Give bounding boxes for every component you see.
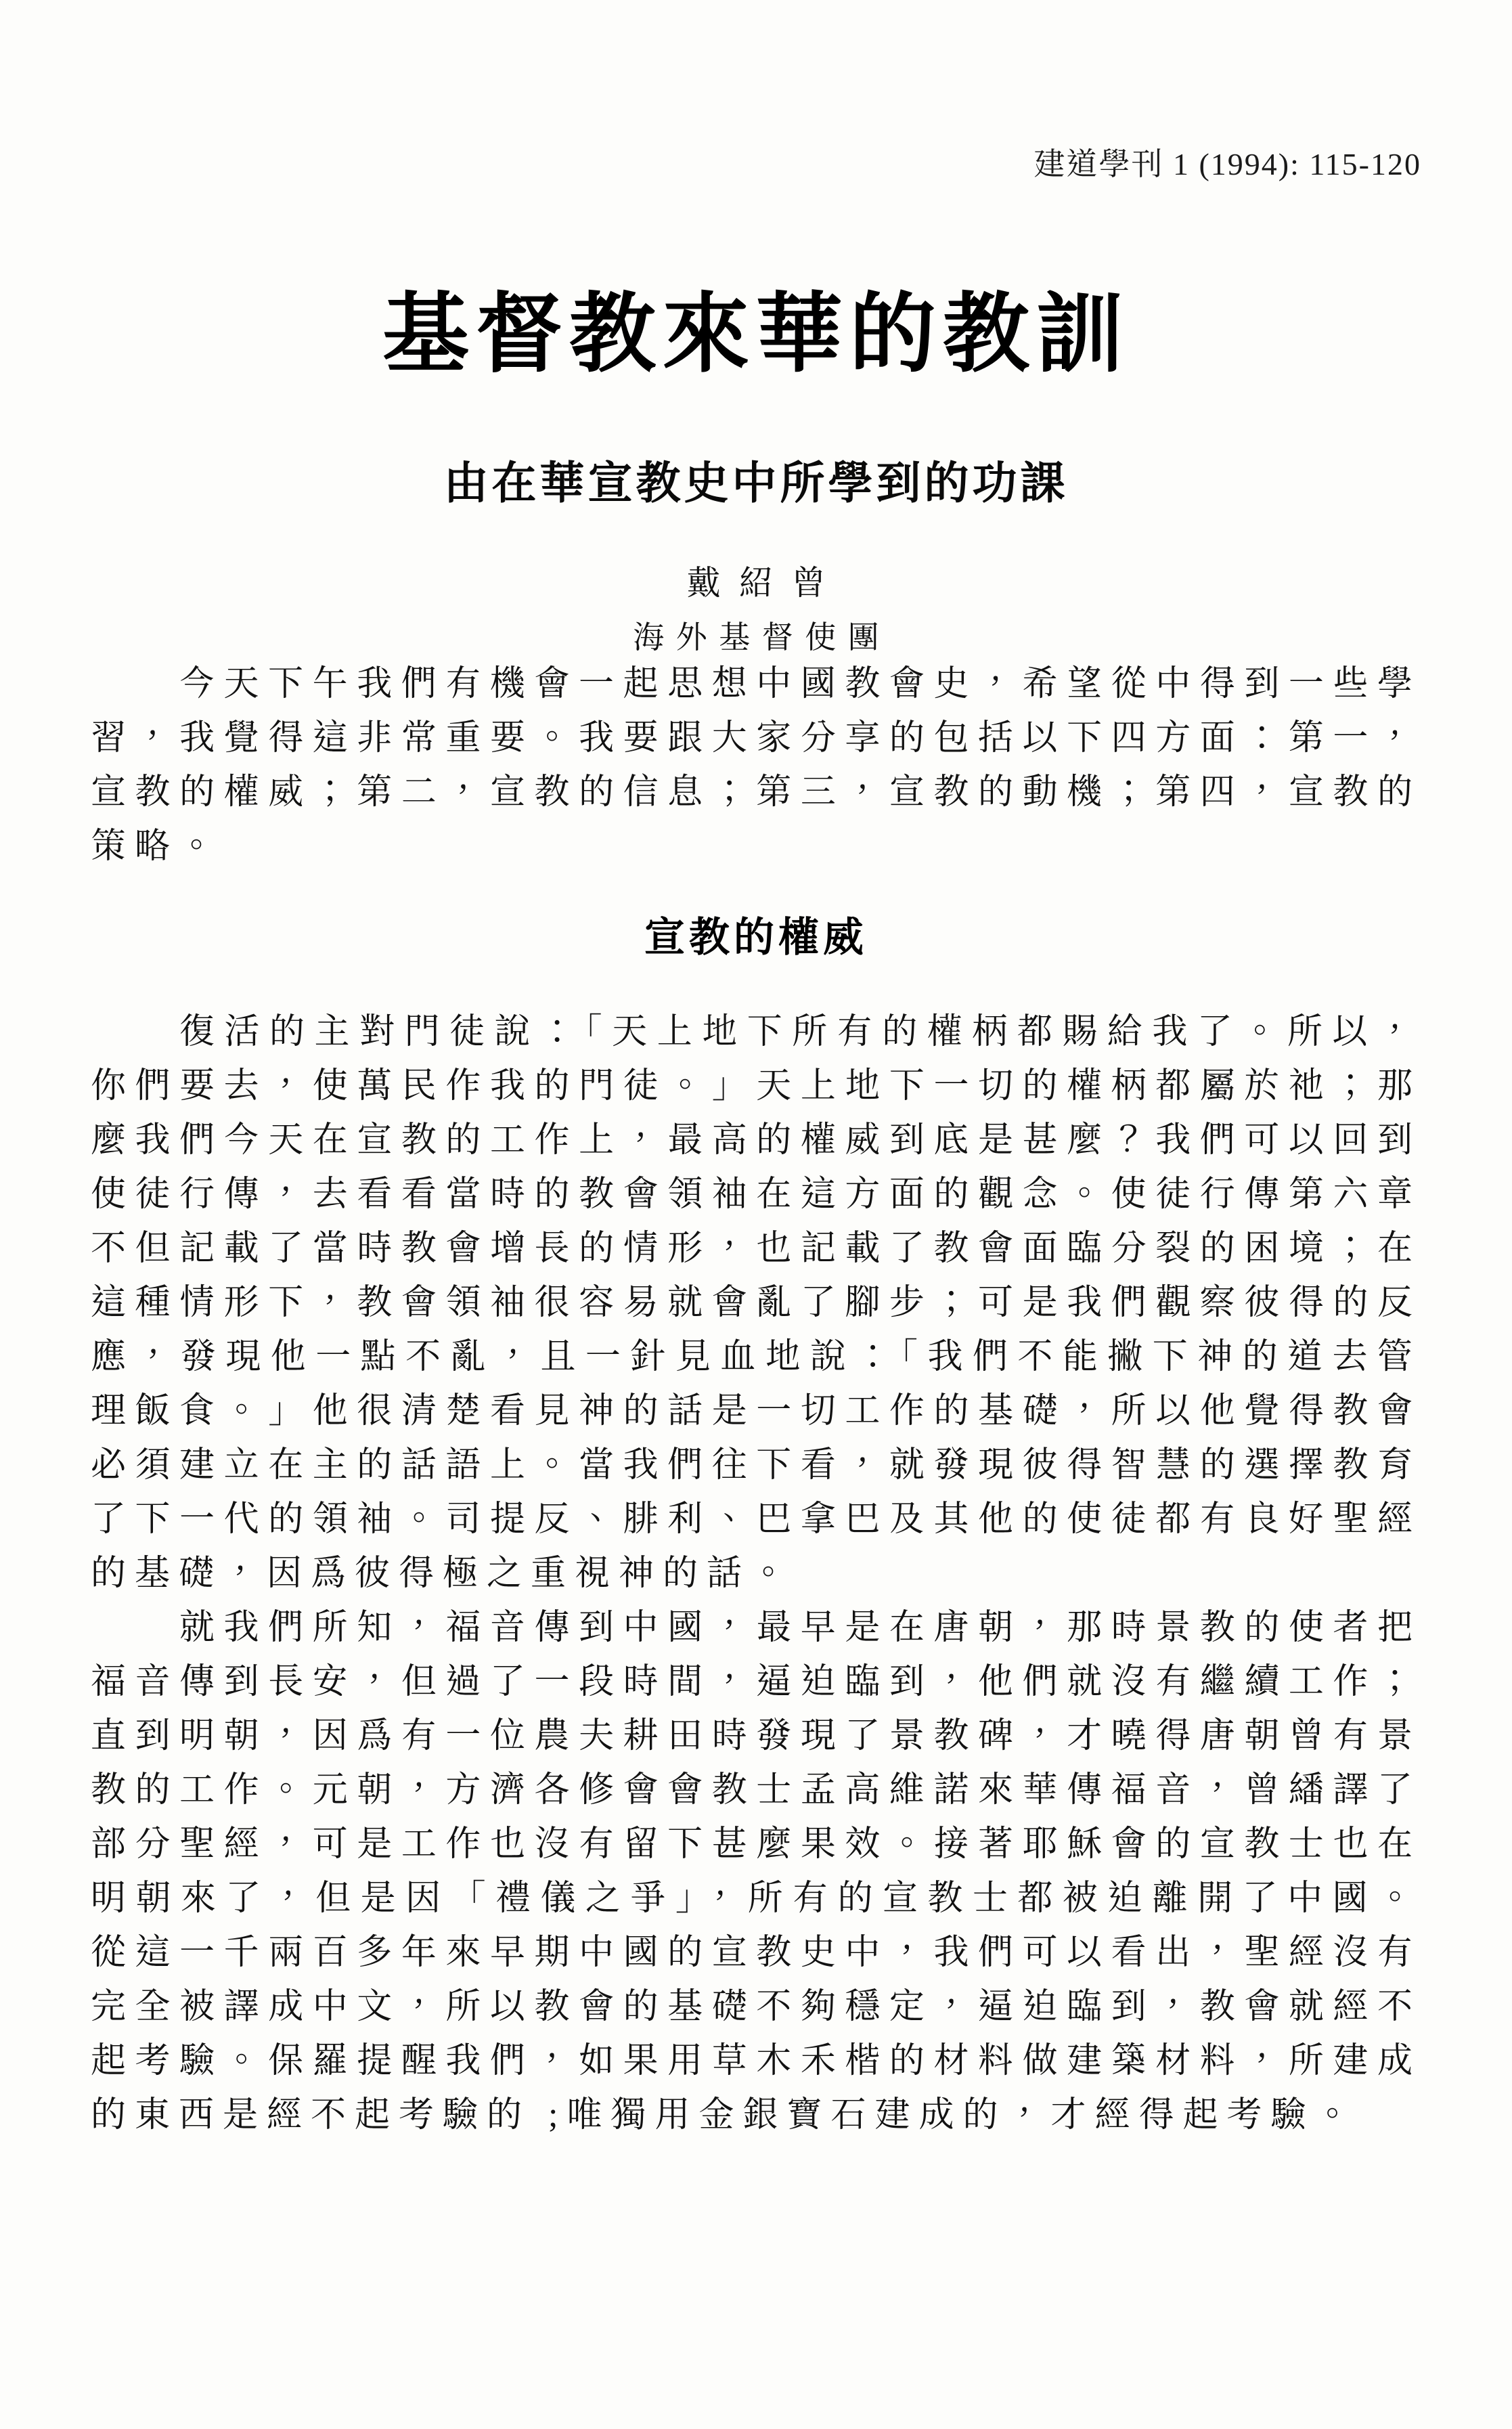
- journal-citation: 建道學刊 1 (1994): 115-120: [1033, 147, 1421, 181]
- intro-paragraph: 今天下午我們有機會一起思想中國教會史，希望從中得到一些學習，我覺得這非常重要。我要跟大家分享的包括以下四方面：第一，宣教的權威；第二，宣教的信息；第三，宣教的動機；第四，宣教的策略。: [91, 664, 1421, 866]
- article-subtitle: 由在華宣教史中所學到的功課: [443, 457, 1069, 508]
- page-content: [91, 0, 1421, 2143]
- body-paragraph: 就我們所知，福音傳到中國，最早是在唐朝，那時景教的使者把福音傳到長安，但過了一段時間，逼迫臨到，他們就沒有繼續工作；直到明朝，因爲有一位農夫耕田時發現了景教碑，才曉得唐朝曾有景教的工作。元朝，方濟各修會會教士孟高維諾來華傳福音，曾繙譯了部分聖經，可是工作也沒有留下甚麼果效。接著耶穌會的宣教士也在明朝來了，但是因「禮儀之爭」，所有的宣教士都被迫離開了中國。從這一千兩百多年來早期中國的宣教史中，我們可以看出，聖經沒有完全被譯成中文，所以教會的基礎不夠穩定，逼迫臨到，教會就經不起考驗。保羅提醒我們，如果用草木禾楷的材料做建築材料，所建成的東西是經不起考驗的 ;唯獨用金銀寶石建成的，才經得起考驗。: [91, 1608, 1421, 2135]
- article-body: [91, 657, 1421, 2143]
- author-affiliation: 海外基督使團: [633, 619, 891, 655]
- body-paragraph: 復活的主對門徒說：「天上地下所有的權柄都賜給我了。所以，你們要去，使萬民作我的門徒。」天上地下一切的權柄都屬於祂；那麼我們今天在宣教的工作上，最高的權威到底是甚麼？我們可以回到使徒行傳，去看看當時的教會領袖在這方面的觀念。使徒行傳第六章不但記載了當時教會增長的情形，也記載了教會面臨分裂的困境；在這種情形下，教會領袖很容易就會亂了腳步；可是我們觀察彼得的反應，發現他一點不亂，且一針見血地說：「我們不能撇下神的道去管理飯食。」他很清楚看見神的話是一切工作的基礎，所以他覺得教會必須建立在主的話語上。當我們往下看，就發現彼得智慧的選擇教育了下一代的領袖。司提反、腓利、巴拿巴及其他的使徒都有良好聖經的基礎，因爲彼得極之重視神的話。: [91, 1012, 1421, 1593]
- author-name: 戴紹曾: [686, 563, 844, 602]
- section-heading: 宣教的權威: [644, 914, 868, 960]
- article-title: 基督教來華的教訓: [382, 286, 1130, 382]
